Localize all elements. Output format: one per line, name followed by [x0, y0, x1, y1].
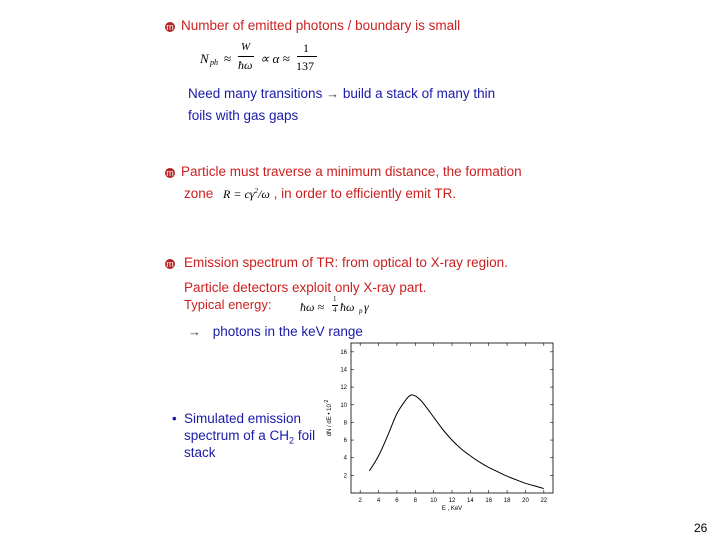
spectrum-curve — [369, 395, 543, 489]
bullet-1-text: Number of emitted photons / boundary is small — [181, 18, 461, 33]
eq-num: W — [241, 41, 251, 53]
eq-approx: ≈ — [224, 51, 232, 66]
y-tick-label: 12 — [340, 385, 347, 392]
bullet-icon: m — [166, 22, 174, 32]
typical-energy-label: Typical energy: — [184, 297, 272, 312]
y-tick-label: 14 — [340, 367, 347, 374]
x-tick-label: 14 — [467, 498, 474, 504]
bullet-2-line-2 — [184, 186, 456, 202]
eq-lhs: N — [200, 51, 209, 66]
eq-fraction-bar — [238, 56, 254, 57]
y-tick-label: 10 — [340, 402, 347, 409]
zone-label: zone — [184, 186, 214, 201]
bullet-4-dot: • — [172, 411, 177, 426]
eq-frac-den: 137 — [296, 59, 314, 73]
chart-ticks — [340, 343, 553, 504]
bullet-3-text: Emission spectrum of TR: from optical to X-ray region. — [184, 255, 508, 270]
typical-energy-equation: ħω ≈ 1 4 ħω p γ — [300, 295, 369, 315]
arrow-icon: → — [326, 86, 340, 101]
x-axis-label: E , KeV — [441, 506, 463, 512]
x-tick-label: 2 — [358, 498, 362, 504]
x-tick-label: 8 — [413, 498, 417, 504]
bullet-3-result — [188, 324, 363, 339]
bullet-4-line-2: spectrum of a $CH_2$ foil — [184, 428, 316, 446]
y-axis-label: dN / dE • $10^{-2}$ — [324, 399, 333, 437]
x-tick-label: 20 — [522, 498, 529, 504]
bullet-1-line-1 — [188, 86, 495, 101]
bullet-4-line-3: stack — [184, 445, 216, 460]
y-tick-label: 16 — [340, 349, 347, 356]
x-tick-label: 12 — [448, 498, 456, 504]
eq-lhs-sub: ph — [210, 58, 218, 67]
spectrum-chart — [318, 340, 560, 515]
bullet-4-line-1: Simulated emission — [184, 411, 302, 426]
photon-number-equation — [200, 40, 330, 80]
result-text: photons in the keV range — [212, 324, 363, 339]
y-tick-label: 6 — [343, 438, 347, 445]
eq-fraction-bar-2 — [297, 56, 317, 57]
arrow-icon: → — [188, 324, 201, 339]
x-tick-label: 18 — [503, 498, 511, 504]
plot-frame — [351, 343, 553, 493]
x-tick-label: 4 — [376, 498, 381, 504]
x-tick-label: 10 — [430, 498, 437, 504]
x-tick-label: 6 — [395, 498, 399, 504]
x-tick-label: 22 — [540, 498, 548, 504]
bullet-2-after: , in order to efficiently emit TR. — [273, 186, 457, 201]
line-1-start: Need many transitions — [188, 86, 323, 101]
page-number: 26 — [694, 521, 708, 535]
bullet-1-line-2: foils with gas gaps — [188, 108, 299, 123]
y-tick-label: 4 — [343, 455, 347, 462]
y-tick-label: 2 — [343, 473, 347, 480]
formation-zone-equation: $R = c\gamma^2/\omega$ — [223, 187, 270, 201]
bullet-3-line-2: Particle detectors exploit only X-ray part. — [184, 280, 427, 295]
x-tick-label: 16 — [485, 498, 493, 504]
y-tick-label: 8 — [343, 420, 347, 427]
eq-prop: ∝ α ≈ — [260, 51, 290, 66]
bullet-icon: m — [166, 259, 174, 269]
line-1-end: build a stack of many thin — [342, 86, 496, 101]
eq-frac-num: 1 — [303, 41, 309, 55]
eq-den: ħω — [238, 58, 253, 72]
bullet-2-text: Particle must traverse a minimum distance, the formation — [181, 164, 522, 179]
bullet-icon: m — [166, 168, 174, 178]
